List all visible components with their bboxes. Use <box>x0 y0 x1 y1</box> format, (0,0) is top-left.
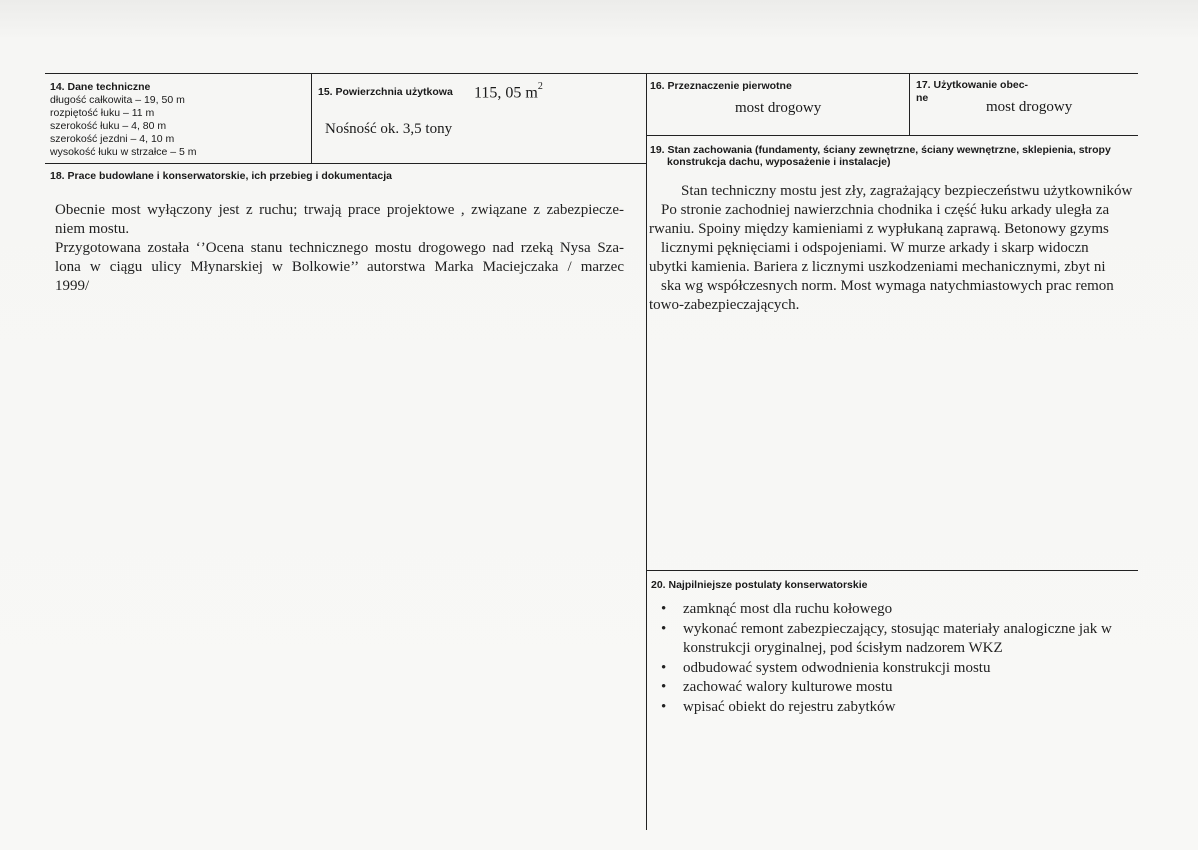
tech-row-span: rozpiętość łuku – 11 m <box>50 107 155 119</box>
usable-area-unit-sup: 2 <box>537 81 543 92</box>
s19-line-4: licznymi pęknięciami i odspojeniami. W murze arkady i skarp widoczn <box>661 240 1089 256</box>
bullet-icon: • <box>661 659 667 676</box>
section-19-label-line2: konstrukcja dachu, wyposażenie i instalacje) <box>667 156 891 168</box>
s19-line-7: towo-zabezpieczających. <box>649 297 800 313</box>
rule-under-16-17 <box>646 135 1138 136</box>
section-16-label: 16. Przeznaczenie pierwotne <box>650 80 792 92</box>
postulate-item: • zachować walory kulturowe mostu <box>655 678 1135 698</box>
section-20-label: 20. Najpilniejsze postulaty konserwatorskie <box>651 579 868 591</box>
usable-area-value <box>474 80 543 102</box>
tech-row-arch-height: wysokość łuku w strzałce – 5 m <box>50 146 197 158</box>
usable-area-number: 115, 05 m <box>474 84 538 102</box>
divider-center <box>646 73 647 830</box>
bullet-icon: • <box>661 601 667 617</box>
rule-above-20 <box>646 570 1138 571</box>
s18-line-2: niem mostu. <box>55 221 130 237</box>
s18-line-4: lona w ciągu ulicy Młynarskiej w Bolkowie’’ autorstwa Marka Maciejczaka / marzec <box>55 259 624 275</box>
s18-line-5: 1999/ <box>55 278 90 294</box>
load-capacity: Nośność ok. 3,5 tony <box>325 121 453 137</box>
s19-line-5: ubytki kamienia. Bariera z licznymi uszkodzeniami mechanicznymi, zbyt ni <box>649 259 1106 275</box>
bullet-icon: • <box>661 620 667 637</box>
tech-row-road-width: szerokość jezdni – 4, 10 m <box>50 133 175 145</box>
section-18-text <box>55 201 624 296</box>
top-rule <box>45 73 1138 74</box>
divider-14-15 <box>311 73 312 164</box>
postulate-item: • odbudować system odwodnienia konstrukcji mostu <box>655 659 1135 679</box>
section-15-label: 15. Powierzchnia użytkowa <box>318 86 453 98</box>
s18-line-3: Przygotowana została ‘’Ocena stanu technicznego mostu drogowego nad rzeką Nysa Sza- <box>55 240 624 256</box>
postulate-item: • zamknąć most dla ruchu kołowego <box>655 600 1135 620</box>
rule-under-14-15 <box>45 163 646 164</box>
section-19-text <box>649 182 1138 317</box>
s19-line-6: ska wg współczesnych norm. Most wymaga natychmiastowych prac remon <box>661 278 1114 294</box>
original-use-value: most drogowy <box>735 100 822 116</box>
bullet-icon: • <box>661 679 667 695</box>
tech-row-length: długość całkowita – 19, 50 m <box>50 94 185 106</box>
tech-row-arch-width: szerokość łuku – 4, 80 m <box>50 120 167 132</box>
section-18-label: 18. Prace budowlane i konserwatorskie, ich przebieg i dokumentacja <box>50 170 392 182</box>
postulate-item: • wpisać obiekt do rejestru zabytków <box>655 698 1135 718</box>
section-17-label-line2: ne <box>916 92 929 104</box>
section-19-label-line1: 19. Stan zachowania (fundamenty, ściany zewnętrzne, ściany wewnętrzne, sklepienia, stropy <box>650 144 1111 156</box>
bullet-icon: • <box>661 698 667 715</box>
s19-line-2: Po stronie zachodniej nawierzchnia chodnika i część łuku arkady uległa za <box>661 202 1110 218</box>
s19-line-3: rwaniu. Spoiny między kamieniami z wypłukaną zaprawą. Betonowy gzyms <box>649 221 1109 237</box>
postulate-item: • wykonać remont zabezpieczający, stosując materiały analogiczne jak w konstrukcji oryginalnej, pod ścisłym nadzorem WKZ <box>661 620 1112 656</box>
divider-16-17 <box>909 73 910 136</box>
current-use-value: most drogowy <box>986 99 1073 115</box>
conservation-postulates-list <box>655 600 1135 717</box>
section-17-label-line1: 17. Użytkowanie obec- <box>916 79 1029 91</box>
section-14-label: 14. Dane techniczne <box>50 81 151 93</box>
s18-line-1: Obecnie most wyłączony jest z ruchu; trwają prace projektowe , związane z zabezpiecze- <box>55 202 624 218</box>
s19-line-1: Stan techniczny mostu jest zły, zagrażający bezpieczeństwu użytkowników <box>681 183 1133 199</box>
